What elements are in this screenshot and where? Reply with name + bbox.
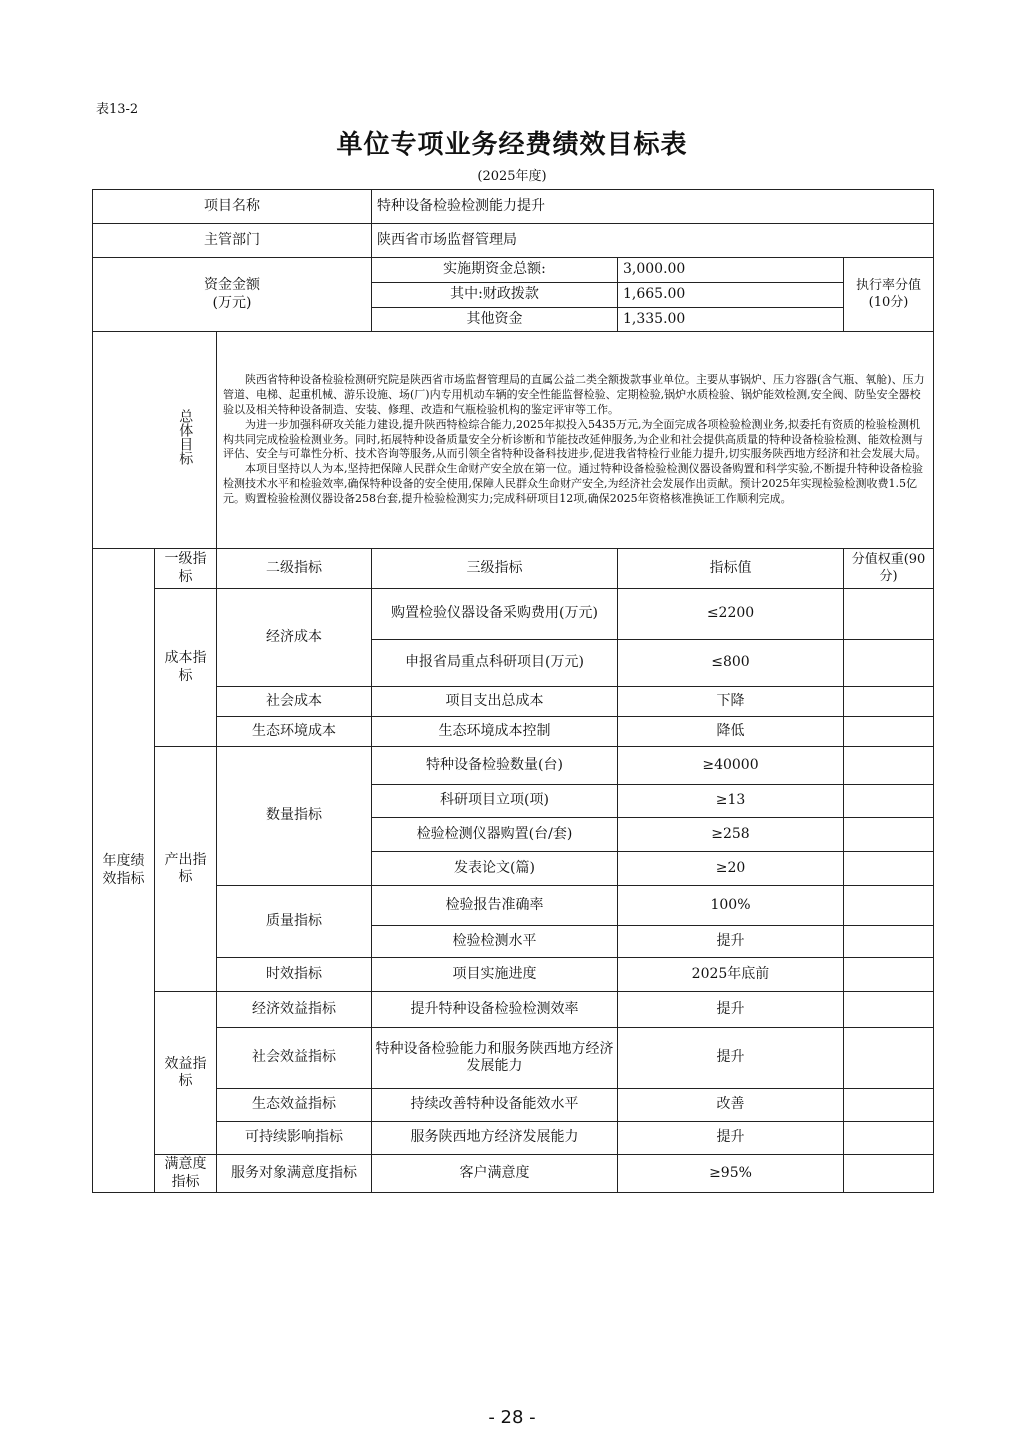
l3-cell: 提升特种设备检验检测效率 bbox=[372, 992, 618, 1028]
header-level3: 三级指标 bbox=[372, 549, 618, 589]
weight-cell bbox=[844, 926, 934, 958]
value-cell: 提升 bbox=[618, 1122, 844, 1155]
l3-cell: 项目支出总成本 bbox=[372, 687, 618, 717]
value-cell: ≥20 bbox=[618, 852, 844, 886]
value-cell: 提升 bbox=[618, 926, 844, 958]
service-satisfaction: 服务对象满意度指标 bbox=[217, 1155, 372, 1193]
year-label: (2025年度) bbox=[477, 169, 547, 184]
l3-cell: 项目实施进度 bbox=[372, 958, 618, 992]
weight-cell bbox=[844, 717, 934, 747]
weight-cell bbox=[844, 886, 934, 926]
eco-cost: 生态环境成本 bbox=[217, 717, 372, 747]
weight-cell bbox=[844, 1028, 934, 1089]
weight-cell bbox=[844, 958, 934, 992]
weight-cell bbox=[844, 589, 934, 640]
weight-cell bbox=[844, 687, 934, 717]
l3-cell: 客户满意度 bbox=[372, 1155, 618, 1193]
weight-cell bbox=[844, 818, 934, 852]
l3-cell: 服务陕西地方经济发展能力 bbox=[372, 1122, 618, 1155]
annual-indicator-label: 年度绩效指标 bbox=[93, 549, 155, 1193]
value-cell: 2025年底前 bbox=[618, 958, 844, 992]
header-level1: 一级指标 bbox=[155, 549, 217, 589]
l3-cell: 检验检测仪器购置(台/套) bbox=[372, 818, 618, 852]
value-cell: 下降 bbox=[618, 687, 844, 717]
goal-label-cell bbox=[155, 332, 217, 549]
l3-cell: 持续改善特种设备能效水平 bbox=[372, 1089, 618, 1122]
l3-cell: 申报省局重点科研项目(万元) bbox=[372, 640, 618, 687]
value-cell: 100% bbox=[618, 886, 844, 926]
other-fund-label: 其他资金 bbox=[372, 308, 618, 332]
goal-paragraph: 陕西省特种设备检验检测研究院是陕西省市场监督管理局的直属公益二类全额拨款事业单位。主要从事锅炉、压力容器(含气瓶、氧舱)、压力管道、电梯、起重机械、游乐设施、场(厂)内专用机动车辆的安全性能监督检验、定期检验,锅炉水质检验、锅炉能效检测,安全阀、防坠安全器校验以及相关特种设备制造、安装、修理、改造和气瓶检验机构的鉴定评审等工作。 bbox=[223, 372, 925, 416]
fund-label: 资金金额 (万元) bbox=[93, 258, 372, 332]
dept-value: 陕西省市场监督管理局 bbox=[372, 224, 934, 258]
other-fund-value: 1,335.00 bbox=[618, 308, 844, 332]
social-benefit: 社会效益指标 bbox=[217, 1028, 372, 1089]
value-cell: 提升 bbox=[618, 992, 844, 1028]
social-cost: 社会成本 bbox=[217, 687, 372, 717]
header-weight: 分值权重(90分) bbox=[844, 549, 934, 589]
quality-indicator: 质量指标 bbox=[217, 886, 372, 958]
goal-paragraph: 本项目坚持以人为本,坚持把保障人民群众生命财产安全放在第一位。通过特种设备检验检测仪器设备购置和科学实验,不断提升特种设备检验检测技术水平和检验效率,确保特种设备的安全使用,保障人民群众生命财产安全,为经济社会发展作出贡献。预计2025年实现检验检测收费1.5亿元。购置检验检测仪器设备258台套,提升检验检测实力;完成科研项目12项,确保2025年资格核准换证工作顺利完成。 bbox=[223, 462, 923, 506]
value-cell: ≤800 bbox=[618, 640, 844, 687]
l3-cell: 特种设备检验能力和服务陕西地方经济发展能力 bbox=[372, 1028, 618, 1089]
l3-cell: 检验检测水平 bbox=[372, 926, 618, 958]
weight-cell bbox=[844, 992, 934, 1028]
exec-rate-label: 执行率分值 (10分) bbox=[844, 258, 934, 332]
value-cell: ≤2200 bbox=[618, 589, 844, 640]
l3-cell: 检验报告准确率 bbox=[372, 886, 618, 926]
weight-cell bbox=[844, 852, 934, 886]
eco-benefit: 生态效益指标 bbox=[217, 1089, 372, 1122]
value-cell: ≥95% bbox=[618, 1155, 844, 1193]
l3-cell: 科研项目立项(项) bbox=[372, 785, 618, 818]
timeliness-indicator: 时效指标 bbox=[217, 958, 372, 992]
performance-table bbox=[92, 189, 934, 1193]
fiscal-fund-value: 1,665.00 bbox=[618, 283, 844, 308]
header-value: 指标值 bbox=[618, 549, 844, 589]
value-cell: 提升 bbox=[618, 1028, 844, 1089]
weight-cell bbox=[844, 1155, 934, 1193]
project-name-label: 项目名称 bbox=[93, 190, 372, 224]
page-title: 单位专项业务经费绩效目标表 bbox=[336, 130, 688, 160]
weight-cell bbox=[844, 747, 934, 785]
benefit-indicator: 效益指标 bbox=[155, 992, 217, 1155]
total-fund-value: 3,000.00 bbox=[618, 258, 844, 283]
goal-paragraph: 为进一步加强科研攻关能力建设,提升陕西特检综合能力,2025年拟投入5435万元,为全面完成各项检验检测业务,拟委托有资质的检验检测机构共同完成检验检测业务。同时,拓展特种设备质量安全分析诊断和节能技改延伸服务,为企业和社会提供高质量的特种设备检验检测、能效检测与评估、安全与可靠性分析、技术咨询等服务,从而引领全省特种设备科技进步,促进我省特检行业能力提升,切实服务陕西地方经济和社会发展大局。 bbox=[223, 417, 927, 461]
l3-cell: 生态环境成本控制 bbox=[372, 717, 618, 747]
weight-cell bbox=[844, 785, 934, 818]
table-number: 表13-2 bbox=[96, 102, 139, 117]
econ-benefit: 经济效益指标 bbox=[217, 992, 372, 1028]
goal-summary bbox=[217, 332, 934, 549]
header-level2: 二级指标 bbox=[217, 549, 372, 589]
weight-cell bbox=[844, 1089, 934, 1122]
output-indicator: 产出指标 bbox=[155, 747, 217, 992]
fiscal-fund-label: 其中:财政拨款 bbox=[372, 283, 618, 308]
satisfaction-indicator: 满意度指标 bbox=[155, 1155, 217, 1193]
l3-cell: 特种设备检验数量(台) bbox=[372, 747, 618, 785]
sustain-benefit: 可持续影响指标 bbox=[217, 1122, 372, 1155]
economic-cost: 经济成本 bbox=[217, 589, 372, 687]
total-fund-label: 实施期资金总额: bbox=[372, 258, 618, 283]
dept-label: 主管部门 bbox=[93, 224, 372, 258]
weight-cell bbox=[844, 1122, 934, 1155]
value-cell: ≥40000 bbox=[618, 747, 844, 785]
goal-label: 总体目标 bbox=[177, 409, 194, 466]
value-cell: ≥258 bbox=[618, 818, 844, 852]
value-cell: 改善 bbox=[618, 1089, 844, 1122]
value-cell: ≥13 bbox=[618, 785, 844, 818]
weight-cell bbox=[844, 640, 934, 687]
page-number: - 28 - bbox=[488, 1407, 536, 1428]
quantity-indicator: 数量指标 bbox=[217, 747, 372, 886]
l3-cell: 发表论文(篇) bbox=[372, 852, 618, 886]
cost-indicator: 成本指标 bbox=[155, 589, 217, 747]
project-name-value: 特种设备检验检测能力提升 bbox=[372, 190, 934, 224]
value-cell: 降低 bbox=[618, 717, 844, 747]
l3-cell: 购置检验仪器设备采购费用(万元) bbox=[372, 589, 618, 640]
